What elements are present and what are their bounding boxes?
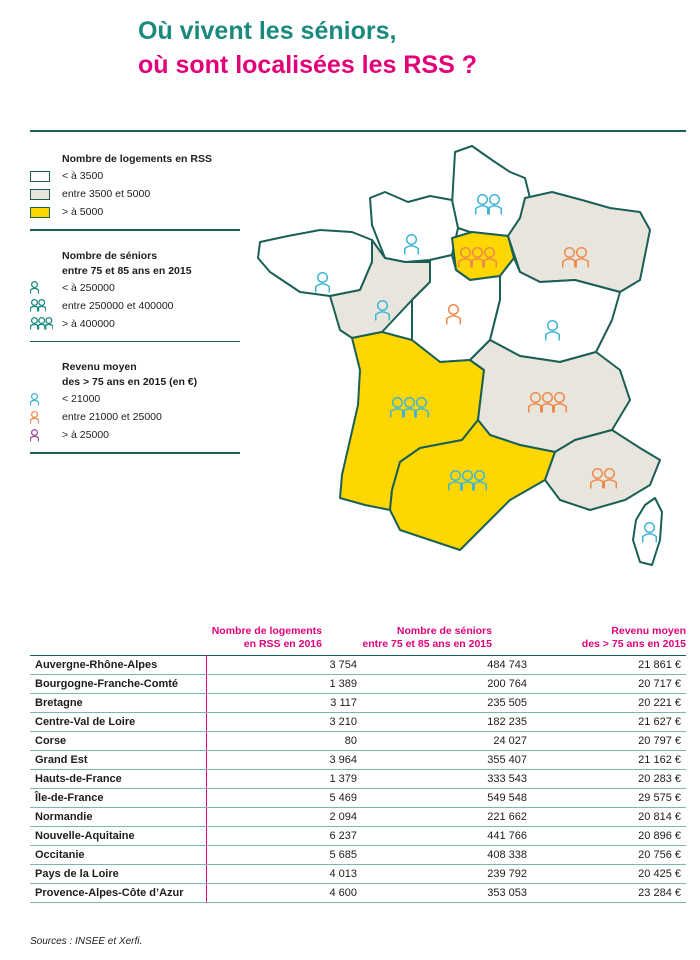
header-income-line1: Revenu moyen (611, 625, 686, 637)
cell-region: Bretagne (30, 694, 206, 713)
cell-income: 20 717 € (532, 675, 686, 694)
table-row (30, 808, 686, 827)
legend-swatch (30, 171, 50, 182)
page-title (138, 14, 477, 82)
legend-label: > à 5000 (62, 206, 104, 218)
cell-income: 20 797 € (532, 732, 686, 751)
cell-region: Pays de la Loire (30, 865, 206, 884)
person-icon (30, 390, 58, 408)
legend-divider (30, 229, 240, 231)
legend-label: entre 250000 et 400000 (62, 299, 174, 312)
legend-swatch (30, 207, 50, 218)
table-row (30, 770, 686, 789)
title-line-1: Où vivent les séniors, (138, 17, 397, 45)
cell-seniors: 484 743 (362, 656, 532, 675)
legend-seniors-item (30, 297, 240, 315)
cell-housing: 4 013 (206, 865, 362, 884)
table-row (30, 713, 686, 732)
cell-region: Centre-Val de Loire (30, 713, 206, 732)
cell-region: Grand Est (30, 751, 206, 770)
cell-seniors: 549 548 (362, 789, 532, 808)
cell-seniors: 221 662 (362, 808, 532, 827)
cell-seniors: 182 235 (362, 713, 532, 732)
cell-income: 23 284 € (532, 884, 686, 903)
table-row (30, 656, 686, 675)
sources-note: Sources : INSEE et Xerfi. (30, 936, 143, 947)
legend-income-heading-line1: Revenu moyen (62, 361, 137, 373)
table-row (30, 751, 686, 770)
cell-seniors: 235 505 (362, 694, 532, 713)
people-icon (30, 315, 58, 333)
cell-seniors: 408 338 (362, 846, 532, 865)
data-table (30, 655, 686, 903)
legend-seniors-item (30, 315, 240, 333)
legend-divider (30, 452, 240, 454)
cell-region: Corse (30, 732, 206, 751)
legend-label: > à 400000 (62, 317, 115, 330)
legend-income-heading-line2: des > 75 ans en 2015 (en €) (62, 376, 198, 388)
table-row (30, 846, 686, 865)
cell-region: Auvergne-Rhône-Alpes (30, 656, 206, 675)
cell-seniors: 353 053 (362, 884, 532, 903)
people-icon (30, 297, 58, 315)
cell-region: Provence-Alpes-Côte d’Azur (30, 884, 206, 903)
table-row (30, 865, 686, 884)
cell-region: Bourgogne-Franche-Comté (30, 675, 206, 694)
table-row (30, 827, 686, 846)
header-housing-line1: Nombre de logements (211, 625, 322, 637)
person-icon (30, 426, 58, 444)
cell-housing: 2 094 (206, 808, 362, 827)
region-bretagne (258, 230, 372, 296)
table-header (30, 625, 686, 655)
legend-income-heading (30, 360, 240, 390)
legend-seniors-heading (30, 249, 240, 279)
cell-income: 21 162 € (532, 751, 686, 770)
legend-income-item (30, 390, 240, 408)
cell-region: Île-de-France (30, 789, 206, 808)
legend-housing-item (30, 167, 240, 185)
legend-housing-heading: Nombre de logements en RSS (62, 153, 212, 165)
header-income-line2: des > 75 ans en 2015 (581, 638, 686, 650)
cell-housing: 5 685 (206, 846, 362, 865)
cell-seniors: 441 766 (362, 827, 532, 846)
cell-region: Nouvelle-Aquitaine (30, 827, 206, 846)
cell-region: Occitanie (30, 846, 206, 865)
cell-seniors: 239 792 (362, 865, 532, 884)
cell-income: 20 896 € (532, 827, 686, 846)
table-row (30, 675, 686, 694)
cell-housing: 6 237 (206, 827, 362, 846)
legend-seniors-heading-line1: Nombre de séniors (62, 249, 158, 262)
cell-income: 20 283 € (532, 770, 686, 789)
legend-seniors-item (30, 279, 240, 297)
cell-housing: 80 (206, 732, 362, 751)
legend-swatch (30, 189, 50, 200)
cell-housing: 5 469 (206, 789, 362, 808)
person-icon (30, 408, 58, 426)
region-normandie (370, 192, 458, 262)
cell-housing: 3 754 (206, 656, 362, 675)
header-housing-line2: en RSS en 2016 (243, 638, 322, 650)
cell-income: 20 425 € (532, 865, 686, 884)
legend-divider (30, 341, 240, 343)
cell-housing: 3 964 (206, 751, 362, 770)
legend-income-item (30, 408, 240, 426)
cell-region: Hauts-de-France (30, 770, 206, 789)
france-regions-map (250, 140, 680, 580)
cell-income: 21 627 € (532, 713, 686, 732)
cell-seniors: 24 027 (362, 732, 532, 751)
header-seniors (342, 625, 492, 651)
legend-label: entre 3500 et 5000 (62, 188, 151, 200)
cell-housing: 1 389 (206, 675, 362, 694)
legend-label: < à 3500 (62, 170, 104, 182)
table-row (30, 732, 686, 751)
legend-housing-item (30, 203, 240, 221)
cell-region: Normandie (30, 808, 206, 827)
table-row (30, 789, 686, 808)
people-icon (30, 279, 58, 297)
cell-income: 21 861 € (532, 656, 686, 675)
header-seniors-line1: Nombre de séniors (396, 625, 492, 637)
cell-housing: 4 600 (206, 884, 362, 903)
legend-label: > à 25000 (62, 429, 110, 441)
cell-income: 20 814 € (532, 808, 686, 827)
cell-seniors: 355 407 (362, 751, 532, 770)
table-row (30, 694, 686, 713)
cell-income: 29 575 € (532, 789, 686, 808)
map-legend (30, 152, 240, 472)
cell-housing: 3 117 (206, 694, 362, 713)
title-line-2: où sont localisées les RSS ? (138, 51, 478, 79)
cell-income: 20 221 € (532, 694, 686, 713)
header-housing (172, 625, 322, 651)
cell-income: 20 756 € (532, 846, 686, 865)
cell-seniors: 333 543 (362, 770, 532, 789)
cell-seniors: 200 764 (362, 675, 532, 694)
title-divider (30, 130, 686, 132)
header-seniors-line2: entre 75 et 85 ans en 2015 (362, 638, 492, 650)
legend-label: < à 250000 (62, 281, 115, 294)
legend-label: < 21000 (62, 393, 101, 405)
legend-seniors-heading-line2: entre 75 et 85 ans en 2015 (62, 264, 192, 277)
cell-housing: 3 210 (206, 713, 362, 732)
legend-income-item (30, 426, 240, 444)
cell-housing: 1 379 (206, 770, 362, 789)
header-income (526, 625, 686, 651)
legend-label: entre 21000 et 25000 (62, 411, 162, 423)
legend-housing-item (30, 185, 240, 203)
table-row (30, 884, 686, 903)
regions-table (30, 625, 686, 903)
